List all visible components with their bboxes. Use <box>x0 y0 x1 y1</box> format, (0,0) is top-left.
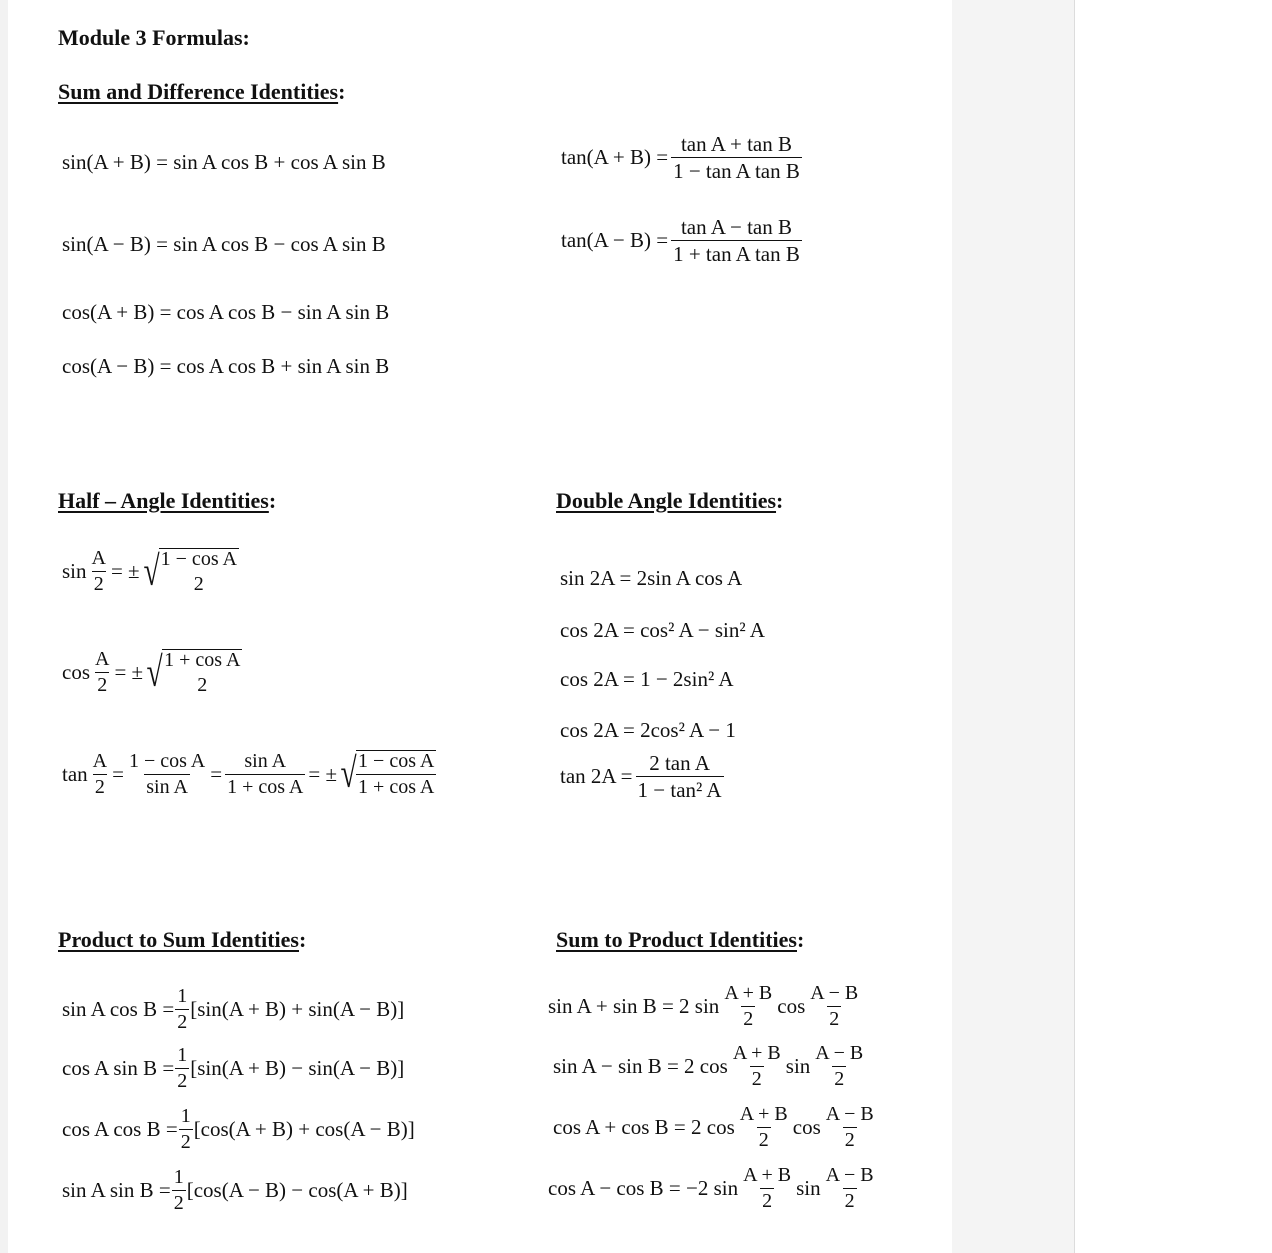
heading-double-angle-text: Double Angle Identities <box>556 488 777 513</box>
sp3-frac-2 <box>824 1104 876 1151</box>
ps4-rhs: [cos(A − B) − cos(A + B)] <box>186 1178 408 1202</box>
ps2-rhs: [sin(A + B) − sin(A − B)] <box>190 1056 405 1080</box>
sp1-f1-den: 2 <box>743 1008 754 1030</box>
double-tan-fraction <box>636 752 724 801</box>
half-cos-angle-num: A <box>95 648 110 670</box>
heading-colon: : <box>268 488 277 513</box>
tan-diff-numerator: tan A − tan B <box>680 215 792 239</box>
half-sin-angle-num: A <box>91 547 106 569</box>
heading-double-angle <box>556 490 783 512</box>
half-tan-fn: tan <box>62 761 88 786</box>
ps2-lhs: cos A sin B = <box>62 1056 175 1080</box>
formula-sp-2 <box>553 1043 868 1090</box>
sp4-f1-den: 2 <box>762 1190 773 1212</box>
formula-ps-4 <box>62 1167 408 1214</box>
half-tan-eq2: = <box>210 761 223 786</box>
sp2-f1-num: A + B <box>732 1042 781 1064</box>
formula-tan-sum <box>561 133 805 182</box>
sp3-frac-1 <box>738 1104 790 1151</box>
ps1-half <box>175 986 189 1033</box>
formula-double-tan <box>560 752 727 801</box>
tan-diff-denominator: 1 + tan A tan B <box>673 242 800 267</box>
formula-double-cos-2: cos 2A = 1 − 2sin² A <box>560 667 734 691</box>
sp1-frac-2 <box>808 983 860 1030</box>
half-cos-rad-num: 1 + cos A <box>164 649 241 671</box>
double-tan-num: 2 tan A <box>649 751 710 775</box>
ps3-half-num: 1 <box>180 1105 191 1127</box>
sp2-f1-den: 2 <box>751 1068 762 1090</box>
tan-diff-lhs: tan(A − B) = <box>561 228 669 253</box>
sp3-f2-den: 2 <box>844 1129 855 1151</box>
ps4-lhs: sin A sin B = <box>62 1178 171 1202</box>
heading-product-to-sum <box>58 929 306 951</box>
sp1-mid: cos <box>777 994 806 1018</box>
tan-sum-lhs: tan(A + B) = <box>561 145 669 170</box>
half-sin-rad-fraction <box>159 549 239 595</box>
half-tan-sqrt <box>337 750 436 798</box>
heading-sum-to-product <box>556 929 804 951</box>
formula-sp-3 <box>553 1104 879 1151</box>
half-cos-fn: cos <box>62 660 90 684</box>
half-sin-rad-den: 2 <box>193 573 204 595</box>
heading-product-to-sum-text: Product to Sum Identities <box>58 927 299 952</box>
ps2-half-num: 1 <box>177 1044 188 1066</box>
sp4-lhs: cos A − cos B = −2 sin <box>548 1176 739 1200</box>
half-cos-angle <box>93 649 111 696</box>
blank-area <box>1075 0 1272 1253</box>
formula-sp-1 <box>548 983 863 1030</box>
formula-half-cos <box>62 649 242 696</box>
heading-sum-difference-text: Sum and Difference Identities <box>58 79 339 104</box>
ps1-half-den: 2 <box>177 1011 188 1033</box>
tan-sum-numerator: tan A + tan B <box>680 132 792 156</box>
half-sin-eq: = ± <box>110 559 140 583</box>
half-sin-angle-den: 2 <box>93 573 104 595</box>
radical-sign: √ <box>340 751 357 797</box>
formula-half-sin <box>62 548 239 595</box>
formula-sin-sum: sin(A + B) = sin A cos B + cos A sin B <box>62 150 386 174</box>
sp3-f2-num: A − B <box>825 1103 874 1125</box>
formula-sin-diff: sin(A − B) = sin A cos B − cos A sin B <box>62 232 386 256</box>
half-tan-eq1: = <box>112 761 124 786</box>
heading-colon: : <box>338 79 346 104</box>
formula-double-cos-1: cos 2A = cos² A − sin² A <box>560 618 765 642</box>
heading-colon: : <box>299 927 307 952</box>
sp4-frac-2 <box>824 1165 876 1212</box>
formula-ps-1 <box>62 986 404 1033</box>
half-tan-f2-den: 1 + cos A <box>227 775 304 798</box>
heading-sum-to-product-text: Sum to Product Identities <box>556 927 797 952</box>
sp1-f1-num: A + B <box>724 982 773 1004</box>
half-sin-angle <box>90 548 108 595</box>
ps2-half-den: 2 <box>177 1070 188 1092</box>
radical-sign: √ <box>146 649 163 696</box>
sp3-mid: cos <box>792 1115 821 1139</box>
sp4-frac-1 <box>741 1165 793 1212</box>
formula-ps-3 <box>62 1106 415 1153</box>
half-cos-angle-den: 2 <box>97 674 108 696</box>
ps4-half <box>172 1167 186 1214</box>
formula-cos-diff: cos(A − B) = cos A cos B + sin A sin B <box>62 354 390 378</box>
formula-cos-sum: cos(A + B) = cos A cos B − sin A sin B <box>62 300 390 324</box>
heading-colon: : <box>797 927 805 952</box>
ps3-half-den: 2 <box>180 1131 191 1153</box>
ps3-rhs: [cos(A + B) + cos(A − B)] <box>193 1117 415 1141</box>
ps3-half <box>179 1106 193 1153</box>
sp1-frac-1 <box>722 983 774 1030</box>
formula-half-tan <box>62 750 436 798</box>
half-cos-sqrt-body <box>162 649 242 696</box>
tan-diff-fraction <box>671 216 802 265</box>
sp3-f1-num: A + B <box>739 1103 788 1125</box>
half-sin-fn: sin <box>62 559 87 583</box>
sp4-f2-den: 2 <box>844 1190 855 1212</box>
ps4-half-num: 1 <box>173 1166 184 1188</box>
half-sin-sqrt-body <box>159 548 239 595</box>
half-cos-rad-den: 2 <box>197 674 208 696</box>
half-tan-rad-num: 1 − cos A <box>358 750 435 772</box>
half-tan-angle <box>91 751 109 798</box>
half-tan-sqrt-body <box>356 750 436 798</box>
sp1-f2-den: 2 <box>829 1008 840 1030</box>
tan-sum-denominator: 1 − tan A tan B <box>673 159 800 184</box>
ps2-half <box>175 1045 189 1092</box>
sp2-frac-2 <box>813 1043 865 1090</box>
formula-tan-diff <box>561 216 805 265</box>
ps3-lhs: cos A cos B = <box>62 1117 178 1141</box>
sp1-f2-num: A − B <box>810 982 859 1004</box>
heading-half-angle <box>58 490 276 512</box>
formula-sp-4 <box>548 1165 879 1212</box>
half-tan-fraction-2 <box>225 751 305 798</box>
half-cos-sqrt <box>143 649 242 696</box>
ps1-lhs: sin A cos B = <box>62 997 175 1021</box>
half-tan-fraction-1 <box>127 751 207 798</box>
ps4-half-den: 2 <box>173 1192 184 1214</box>
sp1-lhs: sin A + sin B = 2 sin <box>548 994 720 1018</box>
formula-double-sin: sin 2A = 2sin A cos A <box>560 566 743 590</box>
double-tan-lhs: tan 2A = <box>560 764 633 789</box>
document-page <box>8 0 952 1253</box>
sp3-f1-den: 2 <box>758 1129 769 1151</box>
sp4-mid: sin <box>796 1176 821 1200</box>
half-tan-f1-num: 1 − cos A <box>128 749 206 772</box>
half-tan-angle-num: A <box>92 749 108 772</box>
heading-colon: : <box>776 488 784 513</box>
radical-sign: √ <box>143 548 160 595</box>
sp3-lhs: cos A + cos B = 2 cos <box>553 1115 735 1139</box>
side-panel <box>952 0 1075 1253</box>
half-tan-angle-den: 2 <box>94 775 105 798</box>
sp4-f1-num: A + B <box>743 1164 792 1186</box>
double-tan-den: 1 − tan² A <box>637 778 722 803</box>
heading-half-angle-text: Half – Angle Identities <box>58 488 269 513</box>
heading-sum-difference <box>58 81 345 103</box>
half-cos-rad-fraction <box>162 650 242 696</box>
half-tan-f2-num: sin A <box>244 749 287 772</box>
tan-sum-fraction <box>671 133 802 182</box>
sp2-f2-num: A − B <box>815 1042 864 1064</box>
ps1-rhs: [sin(A + B) + sin(A − B)] <box>190 997 405 1021</box>
sp2-frac-1 <box>731 1043 783 1090</box>
half-tan-rad-fraction <box>356 751 436 798</box>
formula-double-cos-3: cos 2A = 2cos² A − 1 <box>560 718 736 742</box>
half-sin-rad-num: 1 − cos A <box>160 548 237 570</box>
sp2-mid: sin <box>785 1054 811 1078</box>
half-tan-rad-den: 1 + cos A <box>358 776 435 798</box>
sp4-f2-num: A − B <box>825 1164 874 1186</box>
page-title: Module 3 Formulas: <box>58 25 250 50</box>
formula-ps-2 <box>62 1045 404 1092</box>
sp2-f2-den: 2 <box>834 1068 845 1090</box>
half-tan-f1-den: sin A <box>146 775 188 798</box>
half-tan-eq3: = ± <box>308 761 337 786</box>
half-sin-sqrt <box>140 548 239 595</box>
half-cos-eq: = ± <box>114 660 144 684</box>
sp2-lhs: sin A − sin B = 2 cos <box>553 1054 728 1078</box>
ps1-half-num: 1 <box>177 985 188 1007</box>
